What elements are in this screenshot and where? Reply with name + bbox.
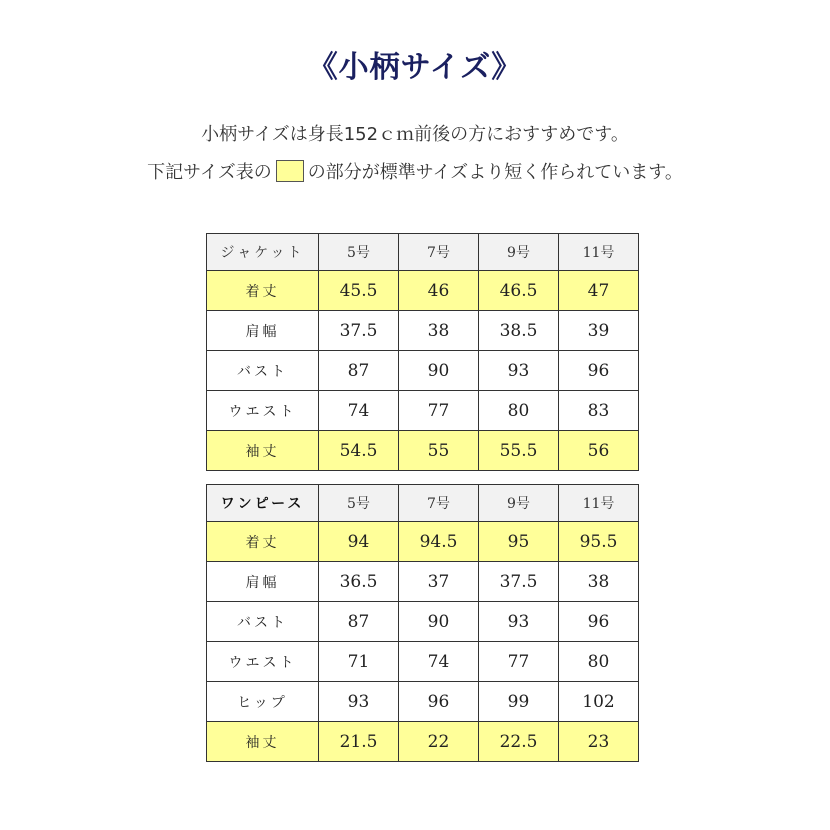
jacket-row-waist: [207, 391, 639, 431]
table-cell: 102: [559, 682, 639, 722]
table-cell: 77: [479, 642, 559, 682]
table-cell: 83: [559, 391, 639, 431]
row-label: バスト: [207, 602, 319, 642]
table-cell: 22.5: [479, 722, 559, 762]
table-cell: 55.5: [479, 431, 559, 471]
onepiece-header-size: 11号: [559, 485, 639, 522]
table-cell: 37.5: [479, 562, 559, 602]
table-cell: 39: [559, 311, 639, 351]
jacket-header-label: ジャケット: [207, 234, 319, 271]
table-cell: 21.5: [319, 722, 399, 762]
jacket-size-table: [206, 233, 639, 471]
table-cell: 87: [319, 602, 399, 642]
onepiece-header-size: 7号: [399, 485, 479, 522]
table-cell: 77: [399, 391, 479, 431]
row-label: 肩幅: [207, 562, 319, 602]
table-cell: 94: [319, 522, 399, 562]
row-label: ウエスト: [207, 391, 319, 431]
intro-line-1: 小柄サイズは身長152ｃｍ前後の方におすすめです。: [201, 124, 629, 145]
onepiece-table-header-row: [207, 485, 639, 522]
table-cell: 90: [399, 351, 479, 391]
row-label: ウエスト: [207, 642, 319, 682]
table-cell: 96: [399, 682, 479, 722]
onepiece-row-length: [207, 522, 639, 562]
intro-line-2: [0, 158, 830, 184]
table-cell: 95: [479, 522, 559, 562]
onepiece-header-size: 9号: [479, 485, 559, 522]
table-cell: 74: [319, 391, 399, 431]
table-cell: 90: [399, 602, 479, 642]
table-cell: 47: [559, 271, 639, 311]
row-label: ヒップ: [207, 682, 319, 722]
onepiece-row-hip: [207, 682, 639, 722]
onepiece-row-bust: [207, 602, 639, 642]
table-cell: 95.5: [559, 522, 639, 562]
row-label: 袖丈: [207, 431, 319, 471]
table-cell: 46: [399, 271, 479, 311]
row-label: バスト: [207, 351, 319, 391]
page-title: 《小柄サイズ》: [307, 50, 523, 85]
table-cell: 37.5: [319, 311, 399, 351]
onepiece-row-sleeve: [207, 722, 639, 762]
table-cell: 96: [559, 351, 639, 391]
row-label: 着丈: [207, 271, 319, 311]
row-label: 袖丈: [207, 722, 319, 762]
jacket-row-length: [207, 271, 639, 311]
onepiece-header-size: 5号: [319, 485, 399, 522]
row-label: 着丈: [207, 522, 319, 562]
table-cell: 36.5: [319, 562, 399, 602]
table-cell: 38.5: [479, 311, 559, 351]
intro-line-2-before: 下記サイズ表の: [147, 162, 272, 183]
table-cell: 56: [559, 431, 639, 471]
table-cell: 23: [559, 722, 639, 762]
table-cell: 74: [399, 642, 479, 682]
table-cell: 54.5: [319, 431, 399, 471]
jacket-row-sleeve: [207, 431, 639, 471]
table-cell: 38: [559, 562, 639, 602]
table-cell: 93: [479, 602, 559, 642]
row-label: 肩幅: [207, 311, 319, 351]
onepiece-row-waist: [207, 642, 639, 682]
table-cell: 96: [559, 602, 639, 642]
jacket-row-bust: [207, 351, 639, 391]
onepiece-row-shoulder: [207, 562, 639, 602]
table-cell: 80: [559, 642, 639, 682]
jacket-header-size: 9号: [479, 234, 559, 271]
table-cell: 45.5: [319, 271, 399, 311]
highlight-swatch: [276, 160, 304, 182]
table-cell: 93: [319, 682, 399, 722]
table-cell: 46.5: [479, 271, 559, 311]
onepiece-header-label: ワンピース: [207, 485, 319, 522]
jacket-row-shoulder: [207, 311, 639, 351]
table-cell: 80: [479, 391, 559, 431]
table-cell: 94.5: [399, 522, 479, 562]
table-cell: 37: [399, 562, 479, 602]
intro-line-2-after: の部分が標準サイズより短く作られています。: [307, 162, 683, 183]
table-cell: 38: [399, 311, 479, 351]
jacket-header-size: 5号: [319, 234, 399, 271]
table-cell: 55: [399, 431, 479, 471]
table-cell: 99: [479, 682, 559, 722]
table-cell: 22: [399, 722, 479, 762]
onepiece-size-table: [206, 484, 639, 762]
table-cell: 93: [479, 351, 559, 391]
table-cell: 87: [319, 351, 399, 391]
jacket-table-header-row: [207, 234, 639, 271]
table-cell: 71: [319, 642, 399, 682]
jacket-header-size: 11号: [559, 234, 639, 271]
jacket-header-size: 7号: [399, 234, 479, 271]
